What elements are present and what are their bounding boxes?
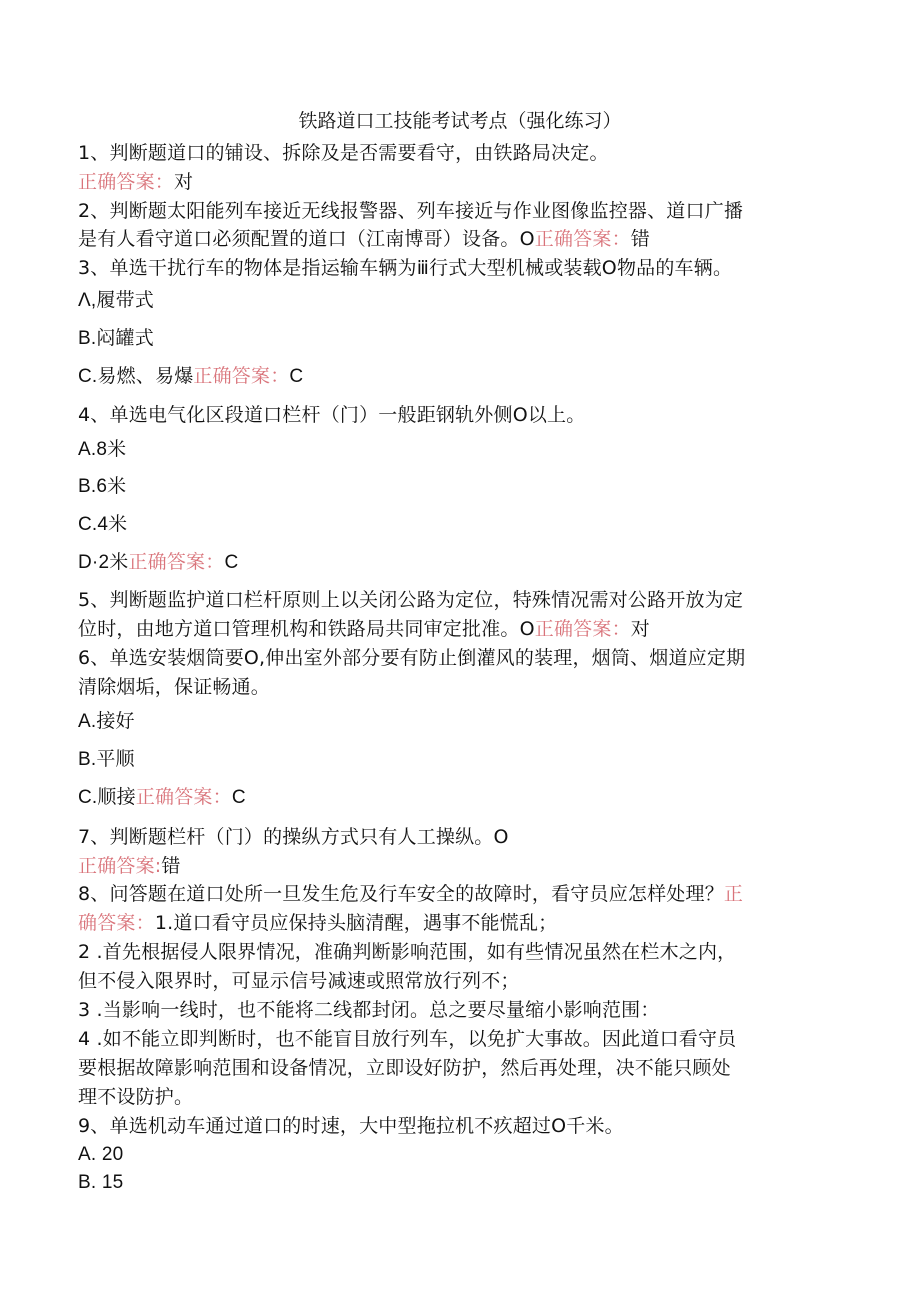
question-text: 7、判断题栏杆（门）的操纵方式只有人工操纵。O: [78, 826, 509, 848]
option-a: [78, 709, 838, 735]
answer-8: [78, 910, 838, 936]
option-text: C.4米: [78, 514, 128, 535]
answer-value: 错: [161, 855, 181, 877]
option-text: A.接好: [78, 711, 135, 732]
question-text: 1、判断题道口的铺设、拆除及是否需要看守，由铁路局决定。: [78, 142, 609, 164]
option-c: [78, 512, 838, 538]
question-text: 4、单选电气化区段道口栏杆（门）一般距钢轨外侧O以上。: [78, 404, 586, 426]
answer-label: 正确答案：: [128, 552, 225, 573]
option-c: [78, 785, 838, 811]
answer-value: 错: [630, 228, 650, 250]
question-8: [78, 881, 838, 907]
option-b: [78, 747, 838, 773]
question-9: [78, 1113, 838, 1139]
answer-value: 对: [630, 618, 650, 640]
answer-value: C: [289, 366, 304, 387]
question-7: [78, 824, 838, 850]
question-text: 8、问答题在道口处所一旦发生危及行车安全的故障时，看守员应怎样处理？: [78, 883, 724, 905]
answer-8-line: [78, 997, 838, 1023]
answer-text: 理不设防护。: [78, 1086, 194, 1108]
option-text: A.8米: [78, 439, 127, 460]
option-text: B.平顺: [78, 749, 135, 770]
answer-label: 正确答案：: [78, 171, 175, 193]
answer-label-head: 正: [723, 883, 744, 905]
answer-label: 正确答案：: [135, 787, 232, 808]
question-text: 是有人看守道口必须配置的道口（江南博哥）设备。O: [78, 228, 535, 250]
question-3: [78, 255, 838, 281]
answer-value: 对: [174, 171, 194, 193]
answer-label: 正确答案：: [534, 228, 631, 250]
option-text: Λ,履带式: [78, 290, 154, 311]
answer-8-line: [78, 939, 838, 965]
option-c: [78, 364, 838, 390]
answer-text: 2 .首先根据侵人限界情况，准确判断影响范围，如有些情况虽然在栏木之内，: [78, 941, 737, 963]
option-b: [78, 474, 838, 500]
answer-label: 正确答案:: [78, 855, 162, 877]
question-5: [78, 587, 838, 613]
answer-8-line: [78, 1084, 838, 1110]
question-text: 3、单选干扰行车的物体是指运输车辆为ⅲ行式大型机械或装载O物品的车辆。: [78, 257, 733, 279]
question-text: 位时，由地方道口管理机构和铁路局共同审定批准。O: [78, 618, 535, 640]
answer-label: 正确答案：: [534, 618, 631, 640]
option-text: C.顺接: [78, 787, 136, 808]
option-text: B.闷罐式: [78, 328, 154, 349]
answer-text: 要根据故障影响范围和设备情况，立即设好防护，然后再处理，决不能只顾处: [78, 1057, 731, 1079]
answer-label: 正确答案：: [193, 366, 290, 387]
answer-text: 4 .如不能立即判断时，也不能盲目放行列车，以免扩大事故。因此道口看守员: [78, 1028, 737, 1050]
answer-1: [78, 169, 838, 195]
question-2: [78, 198, 838, 224]
answer-7: [78, 853, 838, 879]
option-text: D·2米: [78, 552, 129, 573]
option-text: B. 15: [78, 1172, 124, 1193]
question-text: 5、判断题监护道口栏杆原则上以关闭公路为定位，特殊情况需对公路开放为定: [78, 589, 744, 611]
answer-label-tail: 确答案：: [78, 912, 155, 934]
answer-8-line: [78, 968, 838, 994]
answer-8-line: [78, 1055, 838, 1081]
question-text: 清除烟垢，保证畅通。: [78, 676, 271, 698]
question-6-cont: [78, 674, 838, 700]
question-6: [78, 645, 838, 671]
answer-text: 但不侵入限界时，可显示信号减速或照常放行列不；: [78, 970, 520, 992]
question-text: 2、判断题太阳能列车接近无线报警器、列车接近与作业图像监控器、道口广播: [78, 200, 744, 222]
option-b: [78, 326, 838, 352]
question-5-cont: [78, 616, 838, 642]
question-text: 9、单选机动车通过道口的时速，大中型拖拉机不疚超过O千米。: [78, 1115, 624, 1137]
answer-value: C: [224, 552, 239, 573]
option-text: C.易燃、易爆: [78, 366, 194, 387]
option-a: [78, 288, 838, 314]
option-b: [78, 1170, 838, 1196]
option-text: B.6米: [78, 476, 127, 497]
option-a: [78, 1142, 838, 1168]
option-a: [78, 437, 838, 463]
question-text: 6、单选安装烟筒要O,伸出室外部分要有防止倒灌风的装理，烟筒、烟道应定期: [78, 647, 746, 669]
option-d: [78, 550, 838, 576]
answer-value: C: [231, 787, 246, 808]
question-4: [78, 402, 838, 428]
option-text: A. 20: [78, 1144, 124, 1165]
question-1: [78, 140, 838, 166]
answer-8-line: [78, 1026, 838, 1052]
answer-text: 1.道口看守员应保持头脑清醒，遇事不能慌乱；: [154, 912, 558, 934]
answer-text: 3 .当影响一线时，也不能将二线都封闭。总之要尽量缩小影响范围：: [78, 999, 660, 1021]
document-title: 铁路道口工技能考试考点（强化练习）: [298, 110, 622, 132]
question-2-cont: [78, 226, 838, 252]
